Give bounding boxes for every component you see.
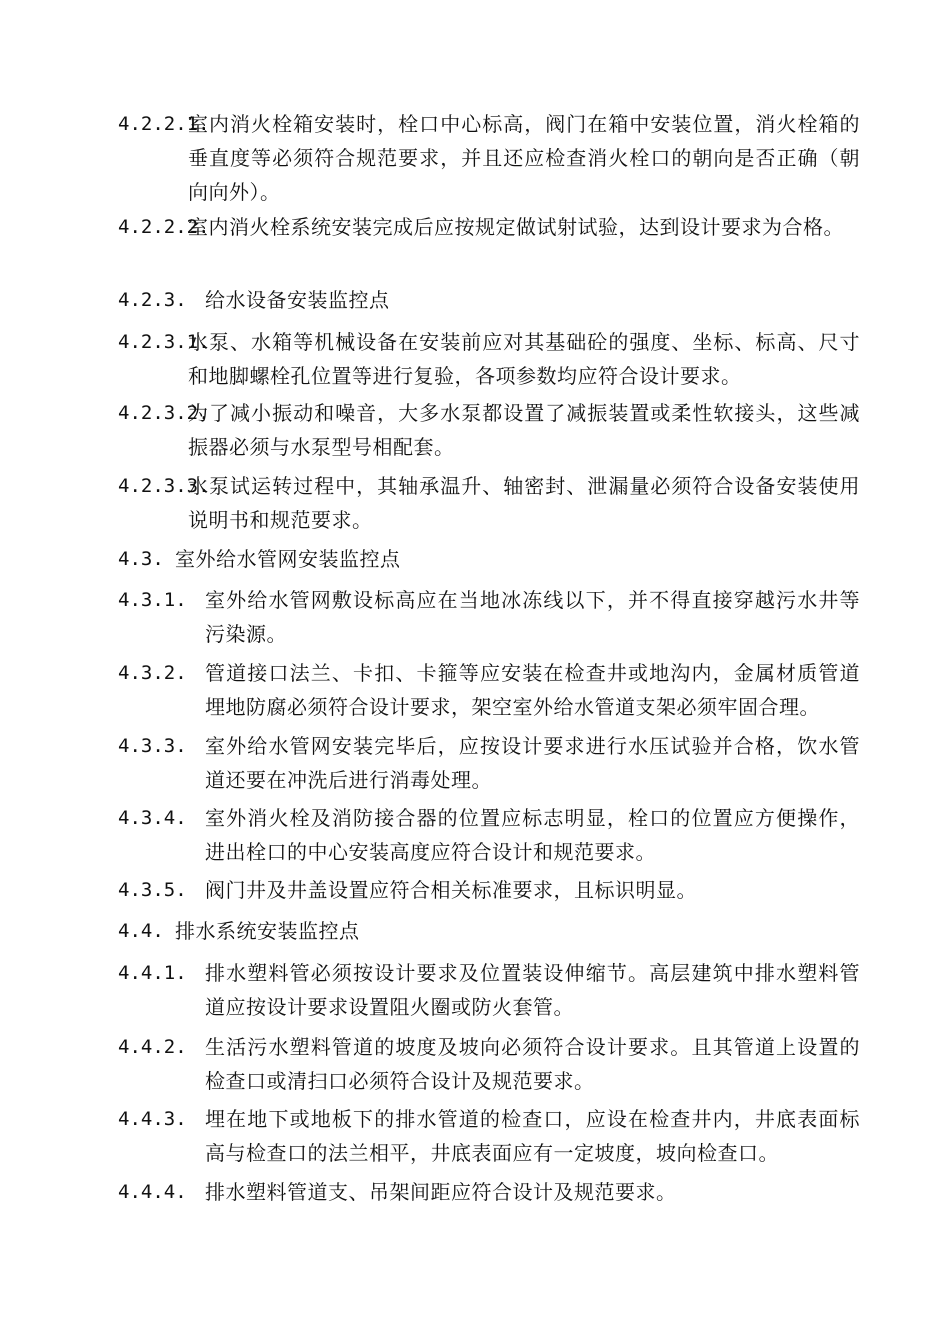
clause-text: 室外给水管网敷设标高应在当地冰冻线以下，并不得直接穿越污水井等污染源。 [205, 588, 860, 646]
clause-number: 4.2.3.2. [118, 402, 210, 424]
clause-text: 埋在地下或地板下的排水管道的检查口，应设在检查井内，井底表面标高与检查口的法兰相平，井底表面应有一定坡度，坡向检查口。 [205, 1107, 860, 1165]
section-heading: 给水设备安装监控点 [205, 288, 390, 312]
clause-text: 生活污水塑料管道的坡度及坡向必须符合设计要求。且其管道上设置的检查口或清扫口必须符合设计及规范要求。 [205, 1035, 860, 1093]
clause-number: 4.2.2.1. [118, 113, 210, 135]
clause-number: 4.2.3.1. [118, 331, 210, 353]
clause-text: 水泵、水箱等机械设备在安装前应对其基础砼的强度、坐标、标高、尺寸和地脚螺栓孔位置等进行复验，各项参数均应符合设计要求。 [188, 330, 860, 388]
clause-number: 4.4.2. [118, 1036, 187, 1058]
clause-text: 阀门井及井盖设置应符合相关标准要求，且标识明显。 [205, 878, 697, 902]
clause-text: 为了减小振动和噪音，大多水泵都设置了减振装置或柔性软接头，这些减振器必须与水泵型号相配套。 [188, 401, 860, 459]
clause-4-2-3-3 [118, 469, 860, 537]
clause-4-2-2-2 [118, 210, 860, 244]
clause-4-4-3 [118, 1102, 860, 1170]
clause-text: 排水塑料管道支、吊架间距应符合设计及规范要求。 [205, 1180, 677, 1204]
clause-number: 4.3.2. [118, 662, 187, 684]
clause-text: 室内消火栓箱安装时，栓口中心标高，阀门在箱中安装位置，消火栓箱的垂直度等必须符合规范要求，并且还应检查消火栓口的朝向是否正确（朝向向外）。 [188, 112, 860, 204]
clause-4-2-3-1 [118, 325, 860, 393]
clause-4-3-2 [118, 656, 860, 724]
clause-number: 4.3.4. [118, 807, 187, 829]
clause-4-4-1 [118, 956, 860, 1024]
clause-number: 4.4.3. [118, 1108, 187, 1130]
clause-number: 4.2.3. [118, 289, 187, 311]
clause-4-4-4 [118, 1175, 860, 1209]
clause-number: 4.3. [118, 548, 164, 570]
clause-4-3-5 [118, 873, 860, 907]
clause-number: 4.3.5. [118, 879, 187, 901]
clause-number: 4.3.3. [118, 735, 187, 757]
clause-4-4-2 [118, 1030, 860, 1098]
clause-4-3-4 [118, 801, 860, 869]
clause-number: 4.4.4. [118, 1181, 187, 1203]
clause-number: 4.4. [118, 920, 164, 942]
heading-4-3 [118, 542, 860, 576]
clause-number: 4.2.2.2. [118, 216, 210, 238]
section-heading: 排水系统安装监控点 [175, 919, 360, 943]
section-heading: 室外给水管网安装监控点 [175, 547, 401, 571]
clause-4-3-3 [118, 729, 860, 797]
clause-4-2-2-1 [118, 107, 860, 209]
clause-4-2-3-2 [118, 396, 860, 464]
clause-number: 4.3.1. [118, 589, 187, 611]
clause-number: 4.4.1. [118, 962, 187, 984]
clause-number: 4.2.3.3. [118, 475, 210, 497]
clause-text: 室内消火栓系统安装完成后应按规定做试射试验，达到设计要求为合格。 [188, 215, 844, 239]
clause-text: 水泵试运转过程中，其轴承温升、轴密封、泄漏量必须符合设备安装使用说明书和规范要求。 [188, 474, 860, 532]
heading-4-4 [118, 914, 860, 948]
clause-text: 室外给水管网安装完毕后，应按设计要求进行水压试验并合格，饮水管道还要在冲洗后进行消毒处理。 [205, 734, 860, 792]
clause-text: 管道接口法兰、卡扣、卡箍等应安装在检查井或地沟内，金属材质管道埋地防腐必须符合设计要求，架空室外给水管道支架必须牢固合理。 [205, 661, 860, 719]
clause-text: 排水塑料管必须按设计要求及位置装设伸缩节。高层建筑中排水塑料管道应按设计要求设置阻火圈或防火套管。 [205, 961, 860, 1019]
clause-text: 室外消火栓及消防接合器的位置应标志明显，栓口的位置应方便操作，进出栓口的中心安装高度应符合设计和规范要求。 [205, 806, 860, 864]
heading-4-2-3 [118, 283, 860, 317]
clause-4-3-1 [118, 583, 860, 651]
